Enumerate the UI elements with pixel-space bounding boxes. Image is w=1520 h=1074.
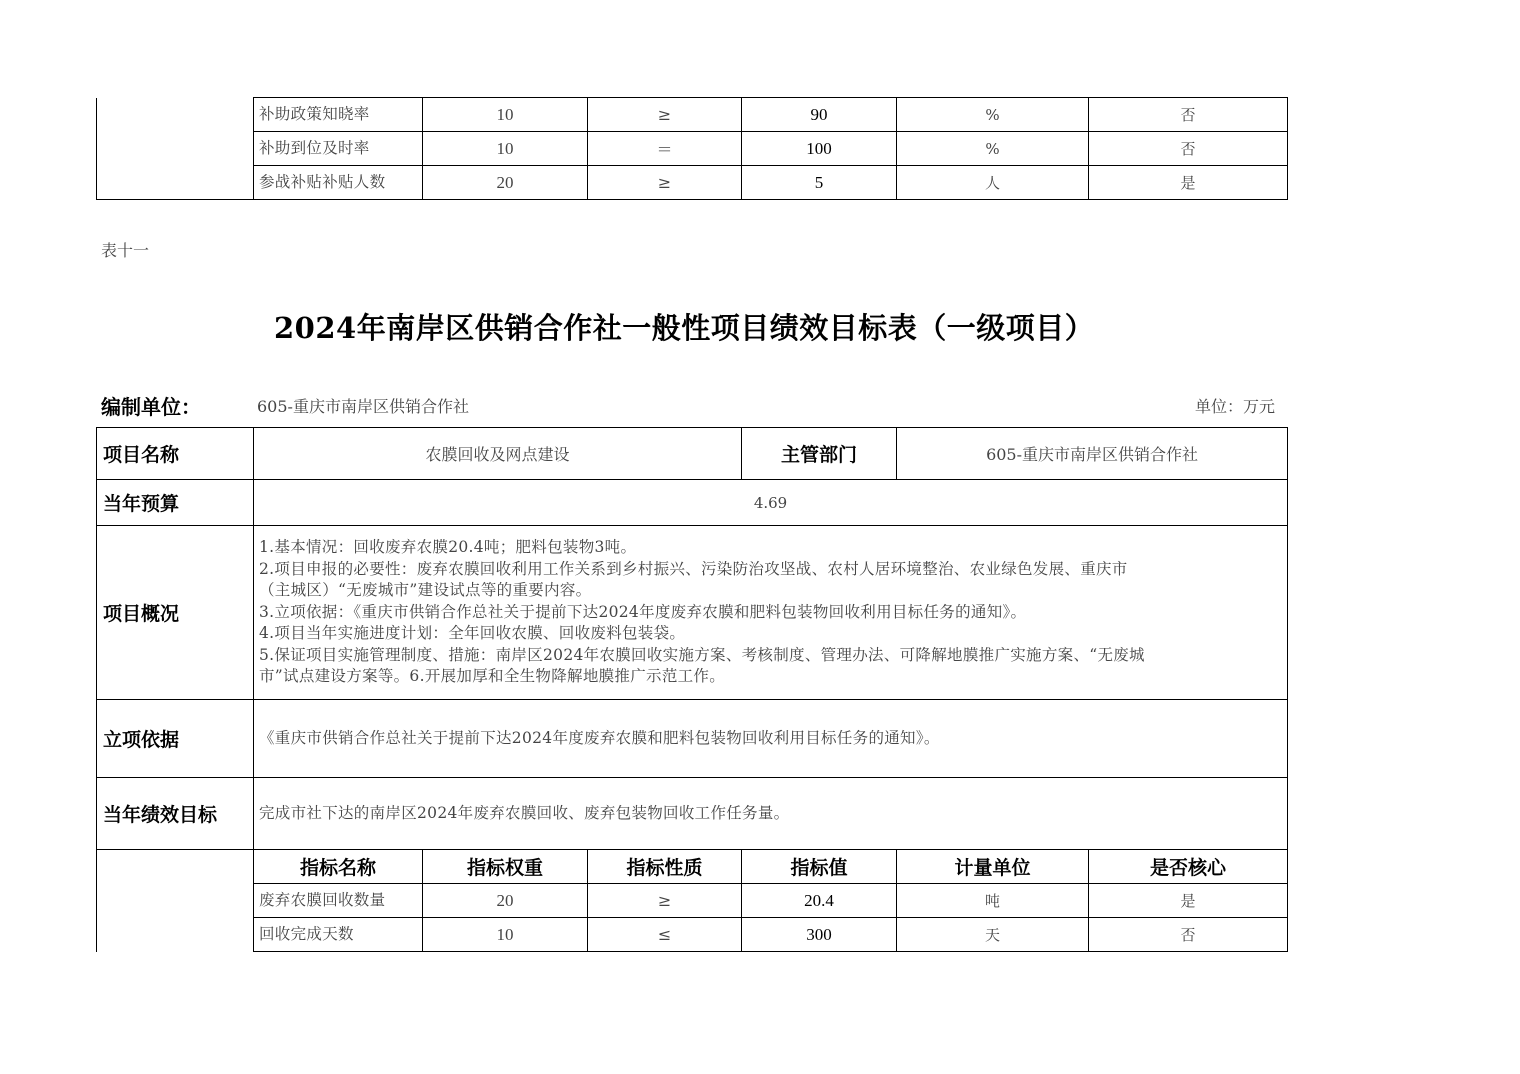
indicator-unit: 吨	[897, 884, 1089, 918]
indicator-unit: %	[897, 132, 1089, 166]
currency-unit: 单位：万元	[1195, 397, 1276, 416]
overview-line: 2.项目申报的必要性：废弃农膜回收利用工作关系到乡村振兴、污染防治攻坚战、农村人居环境整治、农业绿色发展、重庆市	[259, 559, 1128, 578]
top-table-left-cell	[97, 98, 254, 200]
basis-value: 《重庆市供销合作总社关于提前下达2024年度废弃农膜和肥料包装物回收利用目标任务的通知》。	[254, 700, 1288, 778]
indicator-weight: 10	[423, 98, 588, 132]
indicator-weight: 10	[423, 132, 588, 166]
indicator-value: 300	[742, 918, 897, 952]
org-label: 编制单位：	[101, 395, 201, 419]
header-indicator-value: 指标值	[742, 850, 897, 884]
indicator-name: 回收完成天数	[254, 918, 423, 952]
header-indicator-nature: 指标性质	[588, 850, 742, 884]
budget-value: 4.69	[254, 480, 1288, 526]
indicator-unit: %	[897, 98, 1089, 132]
indicator-weight: 10	[423, 918, 588, 952]
indicator-weight: 20	[423, 166, 588, 200]
indicator-nature: ≥	[588, 166, 742, 200]
dept-label: 主管部门	[742, 428, 897, 480]
header-indicator-weight: 指标权重	[423, 850, 588, 884]
indicator-value: 20.4	[742, 884, 897, 918]
header-core: 是否核心	[1089, 850, 1288, 884]
goal-value: 完成市社下达的南岸区2024年废弃农膜回收、废弃包装物回收工作任务量。	[254, 778, 1288, 850]
page-title: 2024年南岸区供销合作社一般性项目绩效目标表（一级项目）	[274, 311, 1095, 345]
overview-line: 5.保证项目实施管理制度、措施：南岸区2024年农膜回收实施方案、考核制度、管理办法、可降解地膜推广实施方案、“无废城	[259, 645, 1145, 664]
indicator-nature: ≥	[588, 884, 742, 918]
overview-text	[254, 526, 1288, 700]
indicator-core: 否	[1089, 132, 1288, 166]
top-indicator-table	[96, 97, 1288, 200]
header-indicator-name: 指标名称	[254, 850, 423, 884]
indicator-core: 否	[1089, 918, 1288, 952]
overview-label: 项目概况	[97, 526, 254, 700]
indicator-weight: 20	[423, 884, 588, 918]
header-unit: 计量单位	[897, 850, 1089, 884]
org-value: 605-重庆市南岸区供销合作社	[257, 397, 469, 416]
goal-label: 当年绩效目标	[97, 778, 254, 850]
budget-label: 当年预算	[97, 480, 254, 526]
dept-value: 605-重庆市南岸区供销合作社	[897, 428, 1288, 480]
overview-line: （主城区）“无废城市”建设试点等的重要内容。	[259, 581, 592, 600]
indicator-unit: 天	[897, 918, 1089, 952]
indicator-name: 废弃农膜回收数量	[254, 884, 423, 918]
indicator-unit: 人	[897, 166, 1089, 200]
indicator-value: 100	[742, 132, 897, 166]
indicator-left-cell	[97, 850, 254, 952]
indicator-nature: ＝	[588, 132, 742, 166]
project-name-value: 农膜回收及网点建设	[254, 428, 742, 480]
project-table	[96, 427, 1288, 952]
indicator-nature: ≤	[588, 918, 742, 952]
indicator-value: 5	[742, 166, 897, 200]
indicator-name: 补助政策知晓率	[254, 98, 423, 132]
indicator-value: 90	[742, 98, 897, 132]
indicator-core: 是	[1089, 166, 1288, 200]
table-number-label: 表十一	[101, 241, 150, 260]
indicator-core: 否	[1089, 98, 1288, 132]
overview-line: 1.基本情况：回收废弃农膜20.4吨；肥料包装物3吨。	[259, 538, 637, 557]
indicator-name: 参战补贴补贴人数	[254, 166, 423, 200]
indicator-core: 是	[1089, 884, 1288, 918]
overview-line: 4.项目当年实施进度计划：全年回收农膜、回收废料包装袋。	[259, 624, 686, 643]
indicator-name: 补助到位及时率	[254, 132, 423, 166]
project-name-label: 项目名称	[97, 428, 254, 480]
overview-line: 市”试点建设方案等。6.开展加厚和全生物降解地膜推广示范工作。	[259, 667, 726, 686]
indicator-nature: ≥	[588, 98, 742, 132]
overview-line: 3.立项依据：《重庆市供销合作总社关于提前下达2024年度废弃农膜和肥料包装物回收利用目标任务的通知》。	[259, 602, 1027, 621]
basis-label: 立项依据	[97, 700, 254, 778]
